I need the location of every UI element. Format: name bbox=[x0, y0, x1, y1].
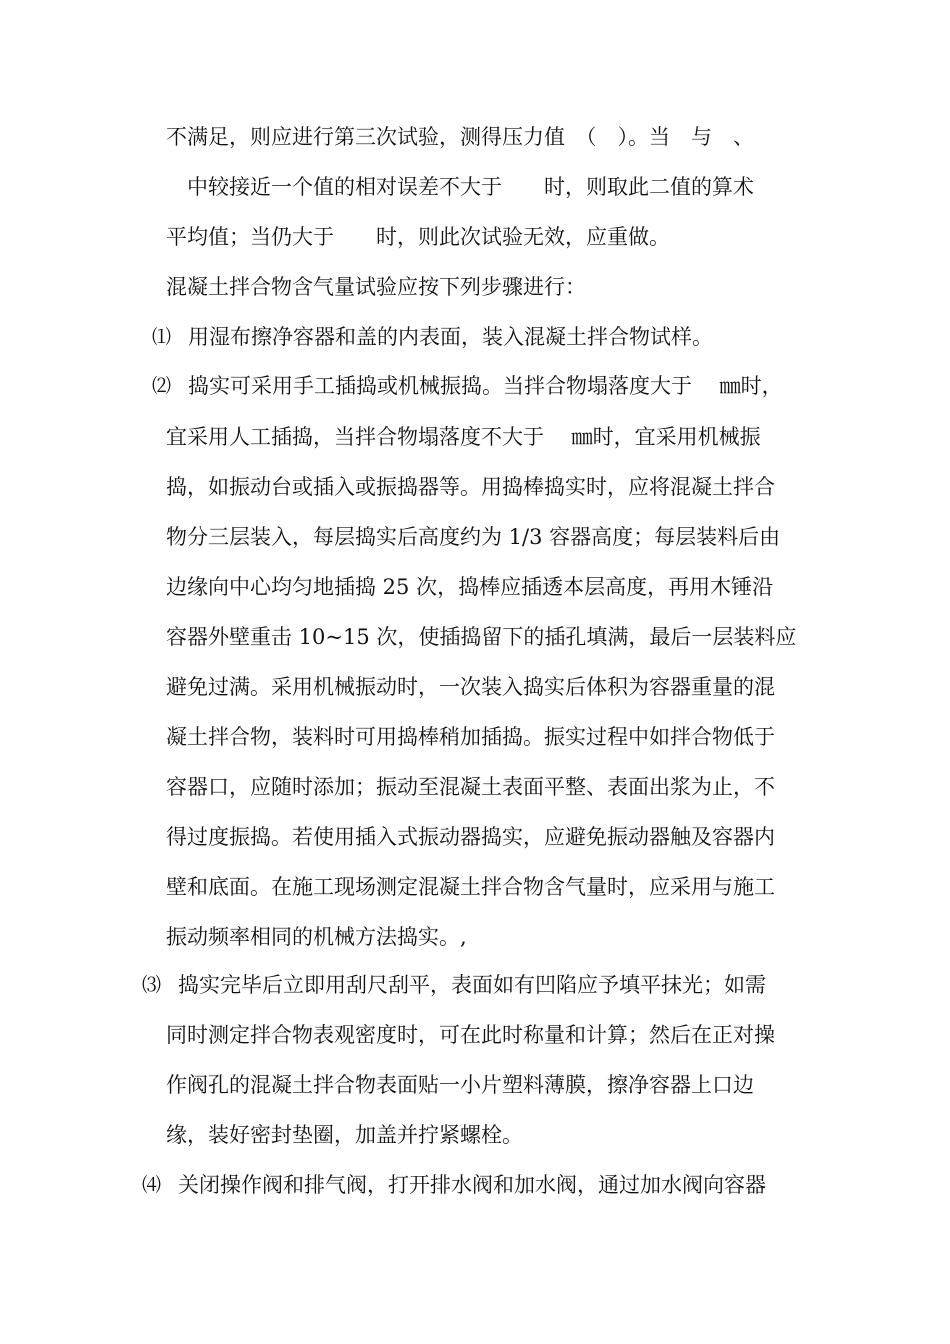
step-text: 关闭操作阀和排气阀，打开排水阀和加水阀，通过加水阀向容器 bbox=[178, 1173, 766, 1197]
step-text: 作阀孔的混凝土拌合物表面贴一小片塑料薄膜，擦净容器上口边 bbox=[166, 1073, 754, 1097]
step-text: 凝土拌合物，装料时可用捣棒稍加插捣。振实过程中如拌合物低于 bbox=[166, 725, 775, 749]
step-text: 得过度振捣。若使用插入式振动器捣实，应避免振动器触及容器内 bbox=[166, 825, 775, 849]
step-text: 容器外壁重击 10~15 次，使插捣留下的插孔填满，最后一层装料应 bbox=[166, 625, 797, 649]
step-text: 同时测定拌合物表观密度时，可在此时称量和计算；然后在正对操 bbox=[166, 1023, 775, 1047]
step-marker: ⑷ bbox=[142, 1174, 162, 1196]
step-text: 捣，如振动台或插入或振捣器等。用捣棒捣实时，应将混凝土拌合 bbox=[166, 475, 775, 499]
step-text: 捣实可采用手工插捣或机械振捣。当拌合物塌落度大于 ㎜时， bbox=[188, 374, 783, 398]
step-text: 物分三层装入，每层捣实后高度约为 1/3 容器高度；每层装料后由 bbox=[166, 525, 781, 549]
step-text: 容器口，应随时添加；振动至混凝土表面平整、表面出浆为止，不 bbox=[166, 775, 775, 799]
step-text: 用湿布擦净容器和盖的内表面，装入混凝土拌合物试样。 bbox=[188, 325, 713, 349]
step-text: 边缘向中心均匀地插捣 25 次，捣棒应插透本层高度，再用木锤沿 bbox=[166, 575, 774, 599]
step-marker: ⑵ bbox=[152, 375, 172, 397]
step-text: 壁和底面。在施工现场测定混凝土拌合物含气量时，应采用与施工 bbox=[166, 875, 775, 899]
text-line: 中较接近一个值的相对误差不大于 时，则取此二值的算术 bbox=[166, 175, 754, 199]
step-marker: ⑴ bbox=[152, 326, 172, 348]
text-line: 平均值；当仍大于 时，则此次试验无效，应重做。 bbox=[166, 225, 670, 249]
section-intro: 混凝土拌合物含气量试验应按下列步骤进行： bbox=[166, 275, 586, 299]
step-text: 避免过满。采用机械振动时，一次装入捣实后体积为容器重量的混 bbox=[166, 675, 775, 699]
step-text: 捣实完毕后立即用刮尺刮平，表面如有凹陷应予填平抹光；如需 bbox=[178, 973, 766, 997]
step-text: 缘，装好密封垫圈，加盖并拧紧螺栓。 bbox=[166, 1123, 523, 1147]
text-line: 不满足，则应进行第三次试验，测得压力值 （ ）。当 与 、 bbox=[166, 125, 754, 149]
step-text: 振动频率相同的机械方法捣实。, bbox=[166, 925, 467, 949]
step-text: 宜采用人工插捣，当拌合物塌落度不大于 ㎜时，宜采用机械振 bbox=[166, 425, 761, 449]
step-marker: ⑶ bbox=[142, 974, 162, 996]
